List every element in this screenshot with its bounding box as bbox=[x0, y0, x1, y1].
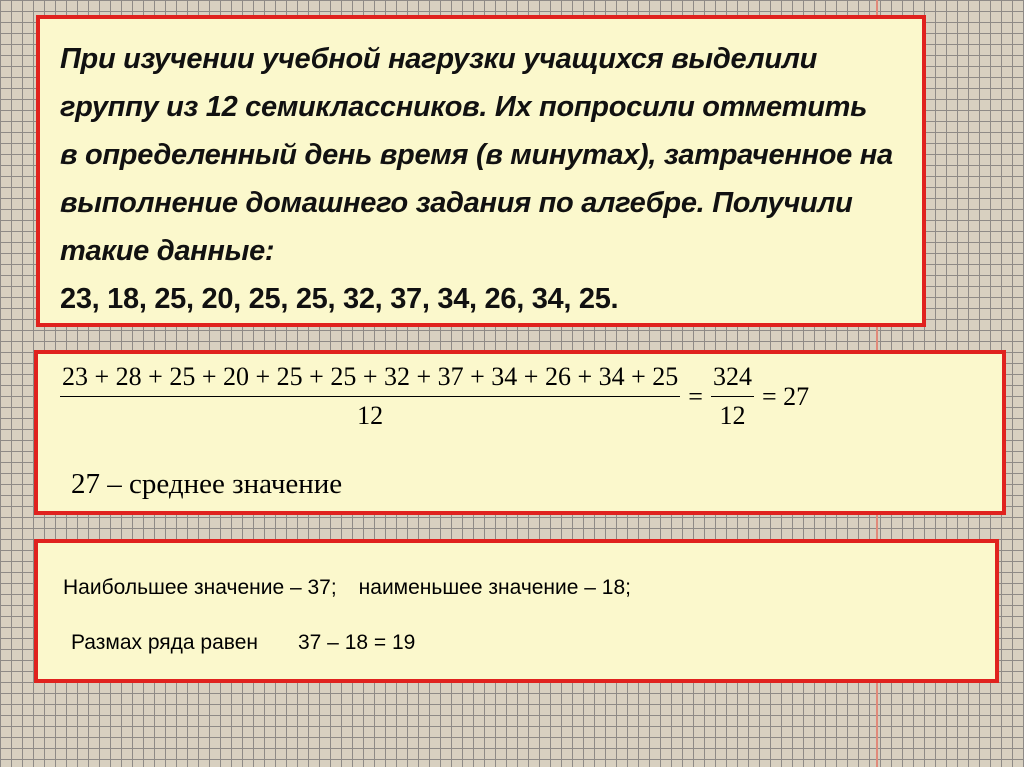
problem-line: в определенный день время (в минутах), затраченное на bbox=[60, 139, 893, 171]
mean-calculation-panel bbox=[34, 350, 1006, 515]
range-panel bbox=[34, 539, 999, 683]
max-value-text: Наибольшее значение – 37; bbox=[63, 576, 337, 599]
range-line bbox=[71, 631, 415, 655]
problem-text bbox=[60, 35, 910, 323]
range-label: Размах ряда равен bbox=[71, 631, 258, 654]
problem-line: группу из 12 семиклассников. Их попросили отметить bbox=[60, 91, 868, 123]
mean-label: 27 – среднее значение bbox=[71, 468, 343, 500]
mean-result: = 27 bbox=[761, 381, 810, 411]
min-value-text: наименьшее значение – 18; bbox=[358, 576, 631, 599]
problem-line: При изучении учебной нагрузки учащихся выделили bbox=[60, 43, 817, 75]
sum-numerator: 23 + 28 + 25 + 20 + 25 + 25 + 32 + 37 + 34 + 26 + 34 + 25 bbox=[60, 362, 680, 397]
sum-denominator: 12 bbox=[357, 401, 384, 430]
equals-sign: = bbox=[688, 381, 703, 411]
data-values: 23, 18, 25, 20, 25, 25, 32, 37, 34, 26, 34, 25. bbox=[60, 283, 619, 315]
sum-fraction bbox=[60, 362, 680, 431]
problem-statement-panel bbox=[36, 15, 926, 327]
range-calculation: 37 – 18 = 19 bbox=[297, 631, 416, 654]
extremes-line bbox=[63, 576, 631, 600]
total-numerator: 324 bbox=[711, 362, 754, 397]
problem-line: выполнение домашнего задания по алгебре. Получили bbox=[60, 187, 853, 219]
problem-line: такие данные: bbox=[60, 235, 275, 267]
total-fraction bbox=[711, 362, 754, 431]
mean-formula bbox=[60, 362, 817, 431]
total-denominator: 12 bbox=[719, 401, 746, 430]
